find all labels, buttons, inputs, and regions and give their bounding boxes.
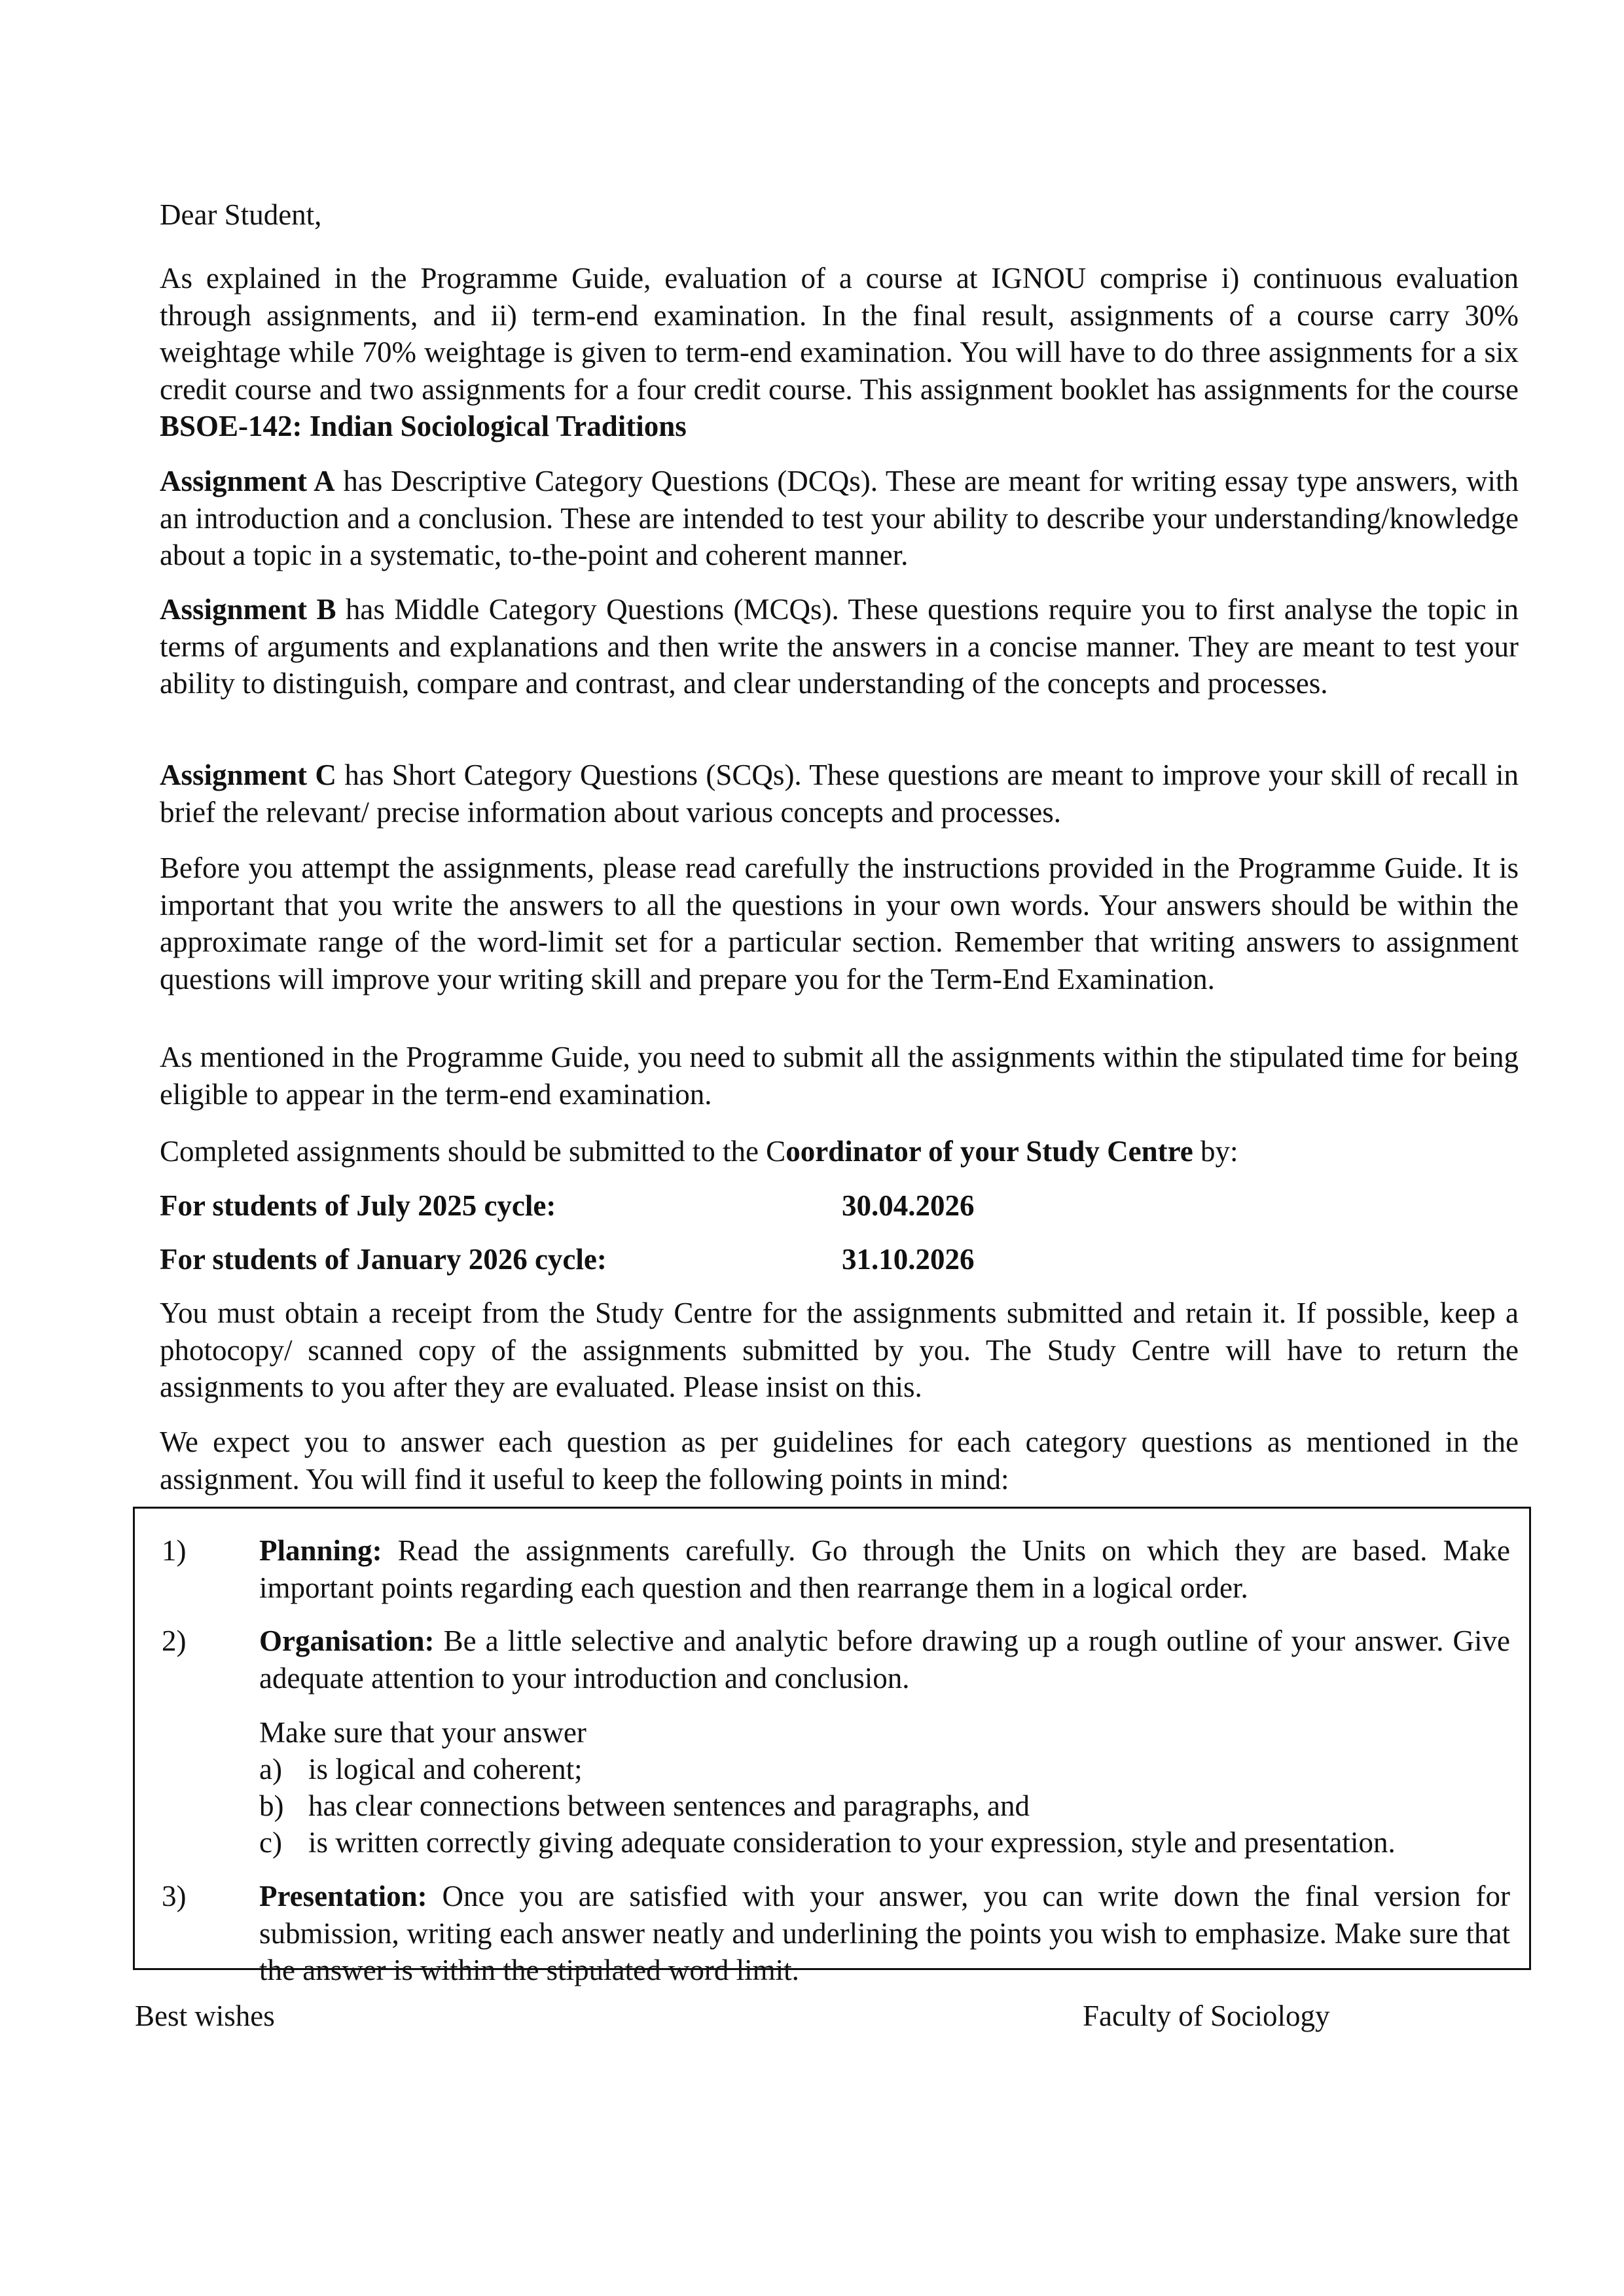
make-sure-letter: b) [259, 1789, 284, 1822]
assignment-c-paragraph [160, 757, 1519, 831]
salutation: Dear Student, [160, 198, 322, 231]
make-sure-letter: c) [259, 1826, 282, 1859]
guideline-title: Planning: [259, 1534, 382, 1567]
assignment-b-paragraph [160, 591, 1519, 702]
course-title: BSOE-142: Indian Sociological Traditions [160, 410, 687, 442]
guideline-text [259, 1532, 1510, 1606]
guideline-title: Presentation: [259, 1880, 427, 1912]
assignment-b-text: has Middle Category Questions (MCQs). These questions require you to first analyse the topic in terms of arguments and explanations and then write the answers in a concise manner. They are meant to test your ability to distinguish, compare and contrast, and clear understanding of the concepts and processes. [160, 593, 1519, 700]
deadline-row [160, 1187, 975, 1225]
make-sure-letter: a) [259, 1753, 282, 1785]
guidelines-box [133, 1507, 1531, 1986]
guideline-body: Once you are satisfied with your answer, you can write down the final version for submission, writing each answer neatly and underlining the points you wish to emphasize. Make sure that the answer is within the stipulated word limit. [259, 1880, 1510, 1986]
deadline-label: For students of July 2025 cycle: [160, 1189, 556, 1222]
make-sure-lead: Make sure that your answer [259, 1716, 586, 1749]
guideline-number: 1) [162, 1534, 187, 1567]
submit-to-coordinator: oordinator of your Study Centre [785, 1135, 1193, 1168]
guideline-body: Read the assignments carefully. Go through the Units on which they are based. Make important points regarding each question and then rearrange them in a logical order. [259, 1534, 1510, 1604]
deadline-date: 31.10.2026 [842, 1243, 975, 1276]
intro-text: As explained in the Programme Guide, evaluation of a course at IGNOU comprise i) continuous evaluation through assignments, and ii) term-end examination. In the final result, assignments of a course carry 30% weightage while 70% weightage is given to term-end examination. You will have to do three assignments for a six credit course and two assignments for a four credit course. This assignment booklet has assignments for the course [160, 262, 1519, 406]
make-sure-text: is written correctly giving adequate consideration to your expression, style and presentation. [308, 1826, 1396, 1859]
assignment-b-label: Assignment B [160, 593, 336, 626]
assignment-a-paragraph [160, 463, 1519, 574]
deadline-row [160, 1241, 975, 1278]
as-mentioned-paragraph: As mentioned in the Programme Guide, you need to submit all the assignments within the stipulated time for being eligible to appear in the term-end examination. [160, 1041, 1519, 1111]
deadline-date: 30.04.2026 [842, 1189, 975, 1222]
intro-paragraph [160, 260, 1519, 445]
expect-paragraph: We expect you to answer each question as per guidelines for each category questions as mentioned in the assignment. You will find it useful to keep the following points in mind: [160, 1426, 1519, 1496]
guideline-number: 3) [162, 1880, 187, 1912]
guideline-number: 2) [162, 1624, 187, 1657]
assignment-c-label: Assignment C [160, 759, 336, 791]
submit-to-suffix: by: [1193, 1135, 1238, 1168]
guideline-body: Be a little selective and analytic before drawing up a rough outline of your answer. Give adequate attention to your introduction and conclusion. [259, 1624, 1510, 1695]
make-sure-text: is logical and coherent; [308, 1753, 583, 1785]
guideline-text [259, 1623, 1510, 1696]
assignment-a-text: has Descriptive Category Questions (DCQs). These are meant for writing essay type answers, with an introduction and a conclusion. These are intended to test your ability to describe your understanding/knowledge about a topic in a systematic, to-the-point and coherent manner. [160, 465, 1519, 571]
signature: Faculty of Sociology [1083, 2000, 1330, 2032]
closing: Best wishes [135, 2000, 275, 2032]
receipt-paragraph: You must obtain a receipt from the Study Centre for the assignments submitted and retain it. If possible, keep a photocopy/ scanned copy of the assignments submitted by you. The Study Centre will have to return the assignments to you after they are evaluated. Please insist on this. [160, 1297, 1519, 1403]
deadline-label: For students of January 2026 cycle: [160, 1243, 607, 1276]
submit-to-line [160, 1133, 1519, 1170]
guideline-title: Organisation: [259, 1624, 435, 1657]
submit-to-prefix: Completed assignments should be submitted to the C [160, 1135, 786, 1168]
before-attempt-paragraph: Before you attempt the assignments, please read carefully the instructions provided in the Programme Guide. It is important that you write the answers to all the questions in your own words. Your answers should be within the approximate range of the word-limit set for a particular section. Remember that writing answers to assignment questions will improve your writing skill and prepare you for the Term-End Examination. [160, 852, 1519, 996]
assignment-c-text: has Short Category Questions (SCQs). These questions are meant to improve your skill of recall in brief the relevant/ precise information about various concepts and processes. [160, 759, 1519, 829]
guideline-text [259, 1878, 1510, 1989]
make-sure-text: has clear connections between sentences and paragraphs, and [308, 1789, 1030, 1822]
assignment-a-label: Assignment A [160, 465, 335, 497]
